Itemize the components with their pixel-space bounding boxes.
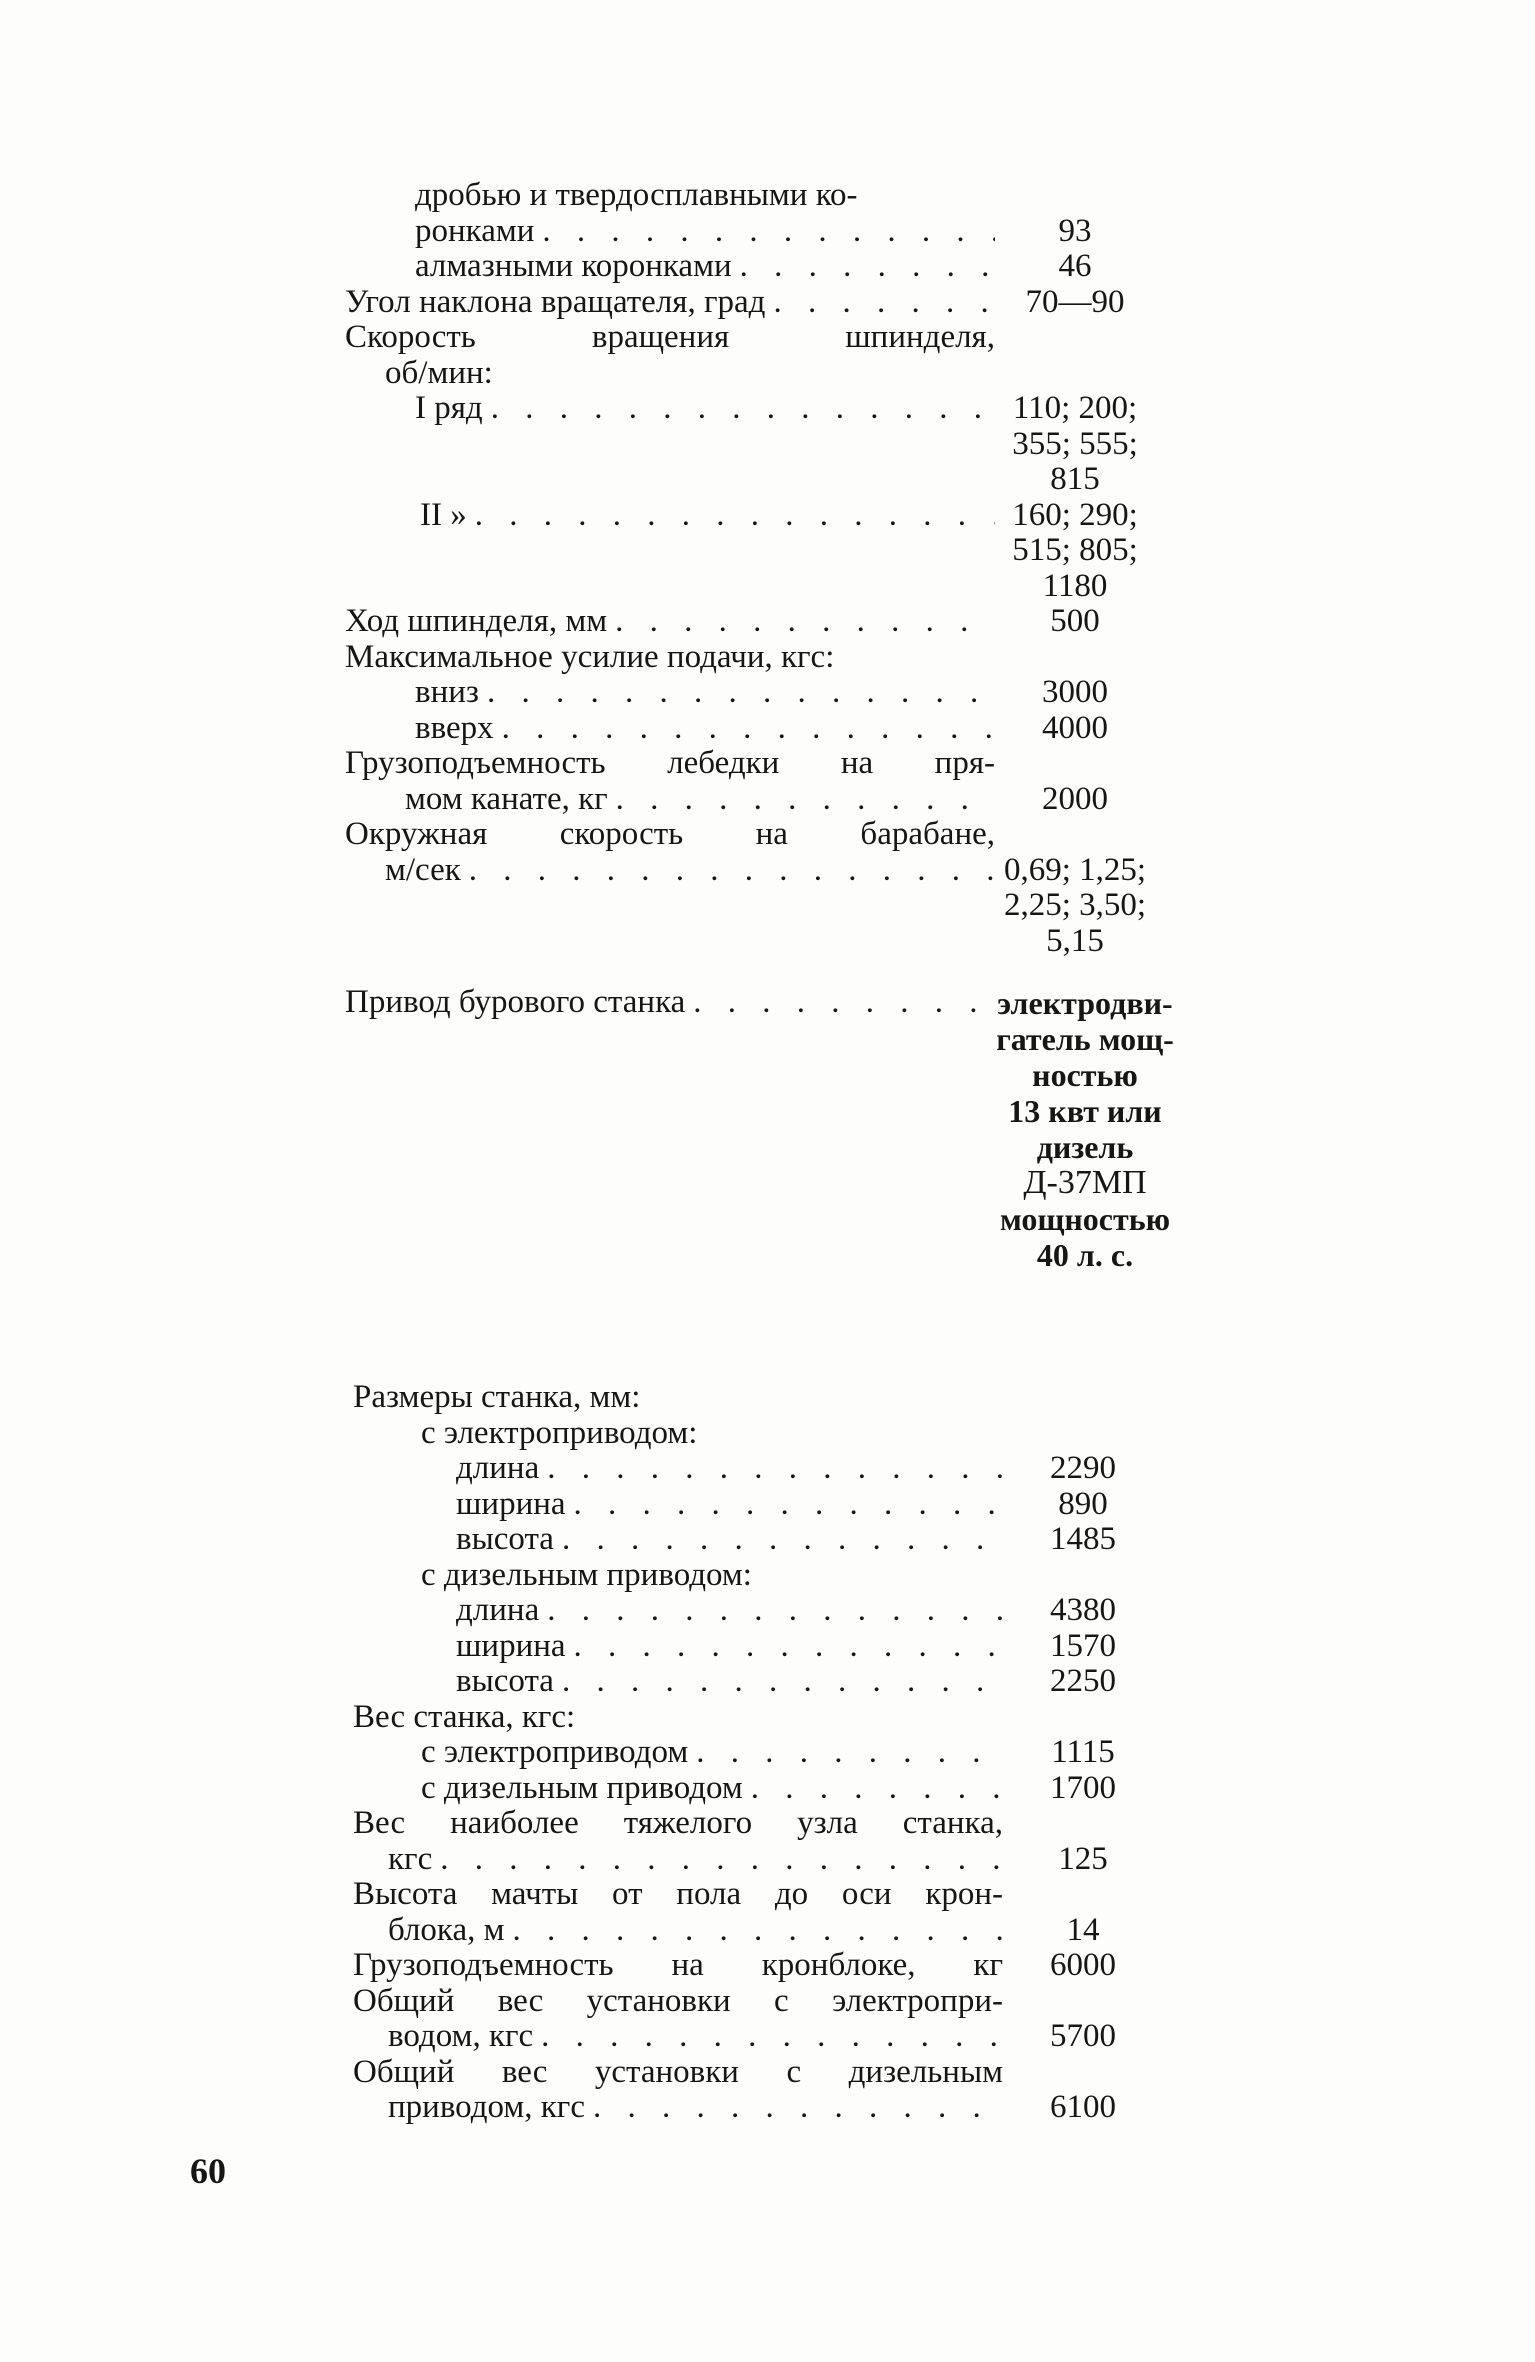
leader-dots xyxy=(740,249,995,285)
spec-block-drilling xyxy=(345,178,1165,959)
spec-value: 1570 xyxy=(1050,1627,1116,1664)
leader-dots xyxy=(469,853,995,889)
spec-value: 2000 xyxy=(1042,780,1108,817)
spec-row: алмазными коронками . . . 46 xyxy=(345,249,1165,285)
spec-row: Привод бурового станка . . . электродви- гатель мощ- ностью 13 квт или дизель Д-37МП мощностью 40 л. с. xyxy=(345,985,1225,1273)
leader-dots xyxy=(696,1735,1003,1771)
spec-row: Ход шпинделя, мм . . . 500 xyxy=(345,604,1165,640)
spec-line: Вес наиболее тяжелого узла станка, xyxy=(353,1805,1003,1841)
page-number: 60 xyxy=(190,2151,226,2191)
leader-dots xyxy=(574,1629,1003,1665)
spec-row: высота . . . 2250 xyxy=(353,1664,1173,1700)
leader-dots xyxy=(593,2090,1003,2126)
leader-dots xyxy=(562,1664,1003,1700)
spec-line: Размеры станка, мм: xyxy=(353,1379,641,1415)
spec-row: приводом, кгс . . . 6100 xyxy=(353,2090,1173,2126)
spec-value: 2250 xyxy=(1050,1663,1116,1699)
leader-dots xyxy=(773,285,995,321)
spec-row: мом канате, кг . . . 2000 xyxy=(345,782,1165,818)
spec-line: Окружная скорость на барабане, xyxy=(345,816,995,852)
spec-row: II » . . . 160; 290; 515; 805; 1180 xyxy=(345,498,1165,605)
spec-row: длина . . . 2290 xyxy=(353,1451,1173,1487)
spec-line: Общий вес установки с дизельным xyxy=(353,2053,1003,2090)
spec-row: ширина . . . 890 xyxy=(353,1487,1173,1523)
spec-line: с электроприводом: xyxy=(421,1414,698,1451)
spec-line: Скорость вращения шпинделя, xyxy=(345,319,995,355)
leader-dots xyxy=(547,1451,1003,1487)
leader-dots xyxy=(541,2019,1003,2055)
spec-value: 890 xyxy=(1058,1485,1108,1522)
leader-dots xyxy=(542,214,995,250)
spec-row: I ряд . . . 110; 200; 355; 555; 815 xyxy=(345,391,1165,498)
spec-row: Угол наклона вращателя, град . . . 70—90 xyxy=(345,285,1165,321)
spec-line: Высота мачты от пола до оси крон- xyxy=(353,1876,1003,1912)
spec-value: 110; 200; 355; 555; 815 xyxy=(1012,390,1138,497)
spec-block-dimensions xyxy=(353,1380,1173,2126)
spec-value: 160; 290; 515; 805; 1180 xyxy=(1012,496,1138,604)
spec-value: 2290 xyxy=(1050,1450,1116,1486)
spec-value: 1700 xyxy=(1050,1769,1116,1806)
spec-row: м/сек . . . 0,69; 1,25; 2,25; 3,50; 5,15 xyxy=(345,853,1165,960)
drive-description: электродви- гатель мощ- ностью 13 квт или дизель Д-37МП мощностью 40 л. с. xyxy=(996,985,1174,1273)
leader-dots xyxy=(616,782,995,818)
leader-dots xyxy=(440,1842,1003,1878)
spec-line: Вес станка, кгс: xyxy=(353,1698,576,1735)
spec-value: 0,69; 1,25; 2,25; 3,50; 5,15 xyxy=(1003,851,1147,959)
leader-dots xyxy=(487,675,995,711)
spec-value: 70—90 xyxy=(1025,283,1125,320)
leader-dots xyxy=(751,1771,1003,1807)
leader-dots xyxy=(574,1487,1003,1523)
leader-dots xyxy=(547,1593,1003,1629)
leader-dots xyxy=(615,604,995,640)
spec-line: с дизельным приводом: xyxy=(421,1556,752,1593)
spec-value: 500 xyxy=(1050,603,1100,639)
leader-dots xyxy=(562,1522,1003,1558)
spec-row: ширина . . . 1570 xyxy=(353,1629,1173,1665)
leader-dots xyxy=(502,711,995,747)
spec-value: 1485 xyxy=(1050,1521,1116,1557)
spec-row: с электроприводом . . . 1115 xyxy=(353,1735,1173,1771)
spec-line: дробью и твердосплавными ко- xyxy=(415,177,858,213)
spec-row: блока, м . . . 14 xyxy=(353,1913,1173,1949)
spec-value: 4380 xyxy=(1050,1592,1116,1628)
spec-value: 6100 xyxy=(1050,2089,1116,2125)
leader-dots xyxy=(513,1913,1004,1949)
spec-row: водом, кгс . . . 5700 xyxy=(353,2019,1173,2055)
leader-dots xyxy=(475,498,995,534)
spec-value: 3000 xyxy=(1042,674,1108,710)
spec-row: вниз . . . 3000 xyxy=(345,675,1165,711)
spec-row: высота . . . 1485 xyxy=(353,1522,1173,1558)
spec-row: ронками . . . 93 xyxy=(345,214,1165,250)
leader-dots xyxy=(693,985,995,1021)
spec-value: 125 xyxy=(1058,1840,1108,1877)
spec-value: 1115 xyxy=(1051,1734,1115,1770)
spec-row: с дизельным приводом . . . 1700 xyxy=(353,1771,1173,1807)
spec-row: Грузоподъемность на кронблоке, кг 6000 xyxy=(353,1948,1173,1984)
spec-value: 93 xyxy=(1058,212,1092,249)
spec-block-drive xyxy=(345,985,1225,1273)
spec-line: Грузоподъемность лебедки на пря- xyxy=(345,745,995,781)
spec-value: 6000 xyxy=(1050,1947,1116,1983)
spec-line: об/мин: xyxy=(385,354,493,391)
spec-line: Общий вес установки с электропри- xyxy=(353,1982,1003,2019)
spec-value: 46 xyxy=(1058,248,1092,284)
spec-line: Максимальное усилие подачи, кгс: xyxy=(345,638,835,675)
spec-value: 5700 xyxy=(1050,2018,1116,2054)
leader-dots xyxy=(491,391,995,427)
spec-value: 4000 xyxy=(1042,709,1108,746)
spec-row: вверх . . . 4000 xyxy=(345,711,1165,747)
spec-row: длина . . . 4380 xyxy=(353,1593,1173,1629)
spec-value: 14 xyxy=(1066,1911,1100,1948)
spec-row: кгс . . . 125 xyxy=(353,1842,1173,1878)
